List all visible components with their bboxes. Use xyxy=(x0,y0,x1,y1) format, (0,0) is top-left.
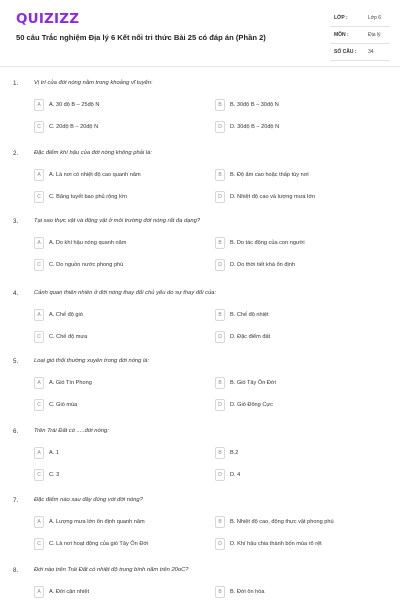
answer-option[interactable] xyxy=(215,99,370,113)
answer-option[interactable] xyxy=(215,538,370,552)
question-text: Đặc điểm khí hậu của đới nóng không phải là: xyxy=(34,150,152,156)
option-text: B. Nhiệt độ cao, động thực vật phong phú xyxy=(230,519,334,525)
worksheet-title: 50 câu Trắc nghiệm Địa lý 6 Kết nối tri thức Bài 25 có đáp án (Phần 2) xyxy=(16,33,266,42)
option-letter-box[interactable]: C xyxy=(34,121,44,133)
option-letter-box[interactable]: D xyxy=(215,121,225,133)
answer-option[interactable] xyxy=(34,237,189,251)
answer-option[interactable] xyxy=(34,516,189,530)
option-text: D. 4 xyxy=(230,472,241,478)
option-letter-box[interactable]: A xyxy=(34,447,44,459)
meta-label: LỚP : xyxy=(334,15,348,21)
question-text: Đặc điểm nào sau đây đúng với đới nóng? xyxy=(34,497,143,503)
answer-option[interactable] xyxy=(215,169,370,183)
meta-value: Địa lý xyxy=(368,32,381,38)
option-text: C. Chế độ mưa xyxy=(49,334,88,340)
option-text: C. Là nơi hoạt động của gió Tây Ôn Đới xyxy=(49,541,149,547)
option-text: B.2 xyxy=(230,450,239,456)
option-text: B. Do tác động của con người xyxy=(230,240,305,246)
option-text: A. Đới cận nhiệt xyxy=(49,589,90,595)
meta-label: MÔN : xyxy=(334,32,349,38)
option-letter-box[interactable]: A xyxy=(34,237,44,249)
answer-option[interactable] xyxy=(215,121,370,135)
option-letter-box[interactable]: C xyxy=(34,399,44,411)
answer-option[interactable] xyxy=(215,331,370,345)
answer-option[interactable] xyxy=(34,191,189,205)
option-letter-box[interactable]: A xyxy=(34,516,44,528)
option-letter-box[interactable]: C xyxy=(34,259,44,271)
option-letter-box[interactable]: A xyxy=(34,377,44,389)
answer-option[interactable] xyxy=(34,309,189,323)
worksheet-meta-box xyxy=(330,10,390,61)
option-text: D. Do thời tiết khá ổn định xyxy=(230,262,295,268)
question-text: Trên Trái Đất có .....đới nóng: xyxy=(34,428,109,434)
option-letter-box[interactable]: C xyxy=(34,331,44,343)
answer-option[interactable] xyxy=(34,538,189,552)
option-text: B. Độ ẩm cao hoặc thấp tùy nơi xyxy=(230,172,309,178)
worksheet-header xyxy=(0,0,400,66)
answer-option[interactable] xyxy=(34,259,189,273)
option-text: C. 3 xyxy=(49,472,60,478)
question-number: 8. xyxy=(13,567,19,574)
option-text: A. Gió Tín Phong xyxy=(49,380,92,386)
answer-option[interactable] xyxy=(34,586,189,600)
option-letter-box[interactable]: B xyxy=(215,309,225,321)
option-letter-box[interactable]: D xyxy=(215,399,225,411)
answer-option[interactable] xyxy=(215,516,370,530)
option-text: B. Đới ôn hòa xyxy=(230,589,265,595)
meta-row xyxy=(330,10,390,27)
option-text: A. Chế độ gió xyxy=(49,312,83,318)
option-letter-box[interactable]: B xyxy=(215,99,225,111)
answer-option[interactable] xyxy=(215,191,370,205)
answer-option[interactable] xyxy=(215,469,370,483)
meta-label: SỐ CÂU : xyxy=(334,49,357,55)
question-text: Cảnh quan thiên nhiên ở đới nóng thay đổi chủ yếu do sự thay đổi của: xyxy=(34,290,217,296)
answer-option[interactable] xyxy=(34,99,189,113)
option-text: B. 30độ B – 30độ N xyxy=(230,102,279,108)
meta-value: Lớp 6 xyxy=(368,15,382,21)
question-text: Loại gió thổi thường xuyên trong đới nóng là: xyxy=(34,358,150,364)
option-letter-box[interactable]: B xyxy=(215,377,225,389)
question-number: 7. xyxy=(13,497,19,504)
option-letter-box[interactable]: D xyxy=(215,191,225,203)
option-letter-box[interactable]: D xyxy=(215,259,225,271)
answer-option[interactable] xyxy=(34,169,189,183)
option-text: D. Đặc điểm đất xyxy=(230,334,271,340)
answer-option[interactable] xyxy=(215,377,370,391)
answer-option[interactable] xyxy=(34,331,189,345)
question-number: 1. xyxy=(13,80,19,87)
option-text: C. Do nguồn nước phong phú xyxy=(49,262,124,268)
option-letter-box[interactable]: D xyxy=(215,469,225,481)
answer-option[interactable] xyxy=(34,447,189,461)
option-text: C. Gió mùa xyxy=(49,402,78,408)
meta-value: 34 xyxy=(368,49,374,55)
answer-option[interactable] xyxy=(34,377,189,391)
meta-row xyxy=(330,27,390,44)
option-letter-box[interactable]: D xyxy=(215,538,225,550)
answer-option[interactable] xyxy=(215,309,370,323)
option-letter-box[interactable]: D xyxy=(215,331,225,343)
option-text: D. Nhiệt độ cao và lượng mưa lớn xyxy=(230,194,316,200)
option-text: D. Khí hậu chia thành bốn mùa rõ rệt xyxy=(230,541,322,547)
option-letter-box[interactable]: A xyxy=(34,99,44,111)
option-letter-box[interactable]: B xyxy=(215,169,225,181)
option-letter-box[interactable]: B xyxy=(215,237,225,249)
option-letter-box[interactable]: C xyxy=(34,538,44,550)
answer-option[interactable] xyxy=(34,121,189,135)
option-text: D. 30độ B – 20độ N xyxy=(230,124,280,130)
option-letter-box[interactable]: C xyxy=(34,191,44,203)
question-number: 3. xyxy=(13,218,19,225)
question-text: Đới nào trên Trái Đất có nhiệt độ trung bình năm trên 20oC? xyxy=(34,567,189,573)
option-letter-box[interactable]: A xyxy=(34,169,44,181)
option-text: B. Chế độ nhiệt xyxy=(230,312,269,318)
question-number: 4. xyxy=(13,290,19,297)
question-text: Tại sao thực vật và động vật ở môi trường đới nóng rất đa dạng? xyxy=(34,218,201,224)
answer-option[interactable] xyxy=(215,259,370,273)
quizizz-logo[interactable]: QUIZIZZ xyxy=(16,11,80,27)
option-letter-box[interactable]: A xyxy=(34,586,44,598)
option-text: A. 1 xyxy=(49,450,59,456)
answer-option[interactable] xyxy=(215,237,370,251)
answer-option[interactable] xyxy=(215,399,370,413)
option-text: A. 30 độ B – 25độ N xyxy=(49,102,100,108)
question-text: Vị trí của đới nóng nằm trong khoảng vĩ tuyến: xyxy=(34,80,153,86)
option-text: A. Do khí hậu nóng quanh năm xyxy=(49,240,127,246)
option-text: A. Lượng mưa lớn ổn định quanh năm xyxy=(49,519,145,525)
question-number: 2. xyxy=(13,150,19,157)
option-text: A. Là nơi có nhiệt độ cao quanh năm xyxy=(49,172,141,178)
answer-option[interactable] xyxy=(215,447,370,461)
question-number: 6. xyxy=(13,428,19,435)
option-letter-box[interactable]: B xyxy=(215,516,225,528)
meta-row xyxy=(330,44,390,61)
option-letter-box[interactable]: C xyxy=(34,469,44,481)
option-text: B. Gió Tây Ôn Đới xyxy=(230,380,276,386)
header-divider xyxy=(0,66,400,67)
answer-option[interactable] xyxy=(215,586,370,600)
option-letter-box[interactable]: B xyxy=(215,447,225,459)
option-text: C. 20độ B – 20độ N xyxy=(49,124,99,130)
answer-option[interactable] xyxy=(34,469,189,483)
option-text: C. Băng tuyết bao phủ rộng lớn xyxy=(49,194,127,200)
question-number: 5. xyxy=(13,358,19,365)
option-letter-box[interactable]: A xyxy=(34,309,44,321)
option-letter-box[interactable]: B xyxy=(215,586,225,598)
option-text: D. Gió Đông Cực xyxy=(230,402,273,408)
answer-option[interactable] xyxy=(34,399,189,413)
